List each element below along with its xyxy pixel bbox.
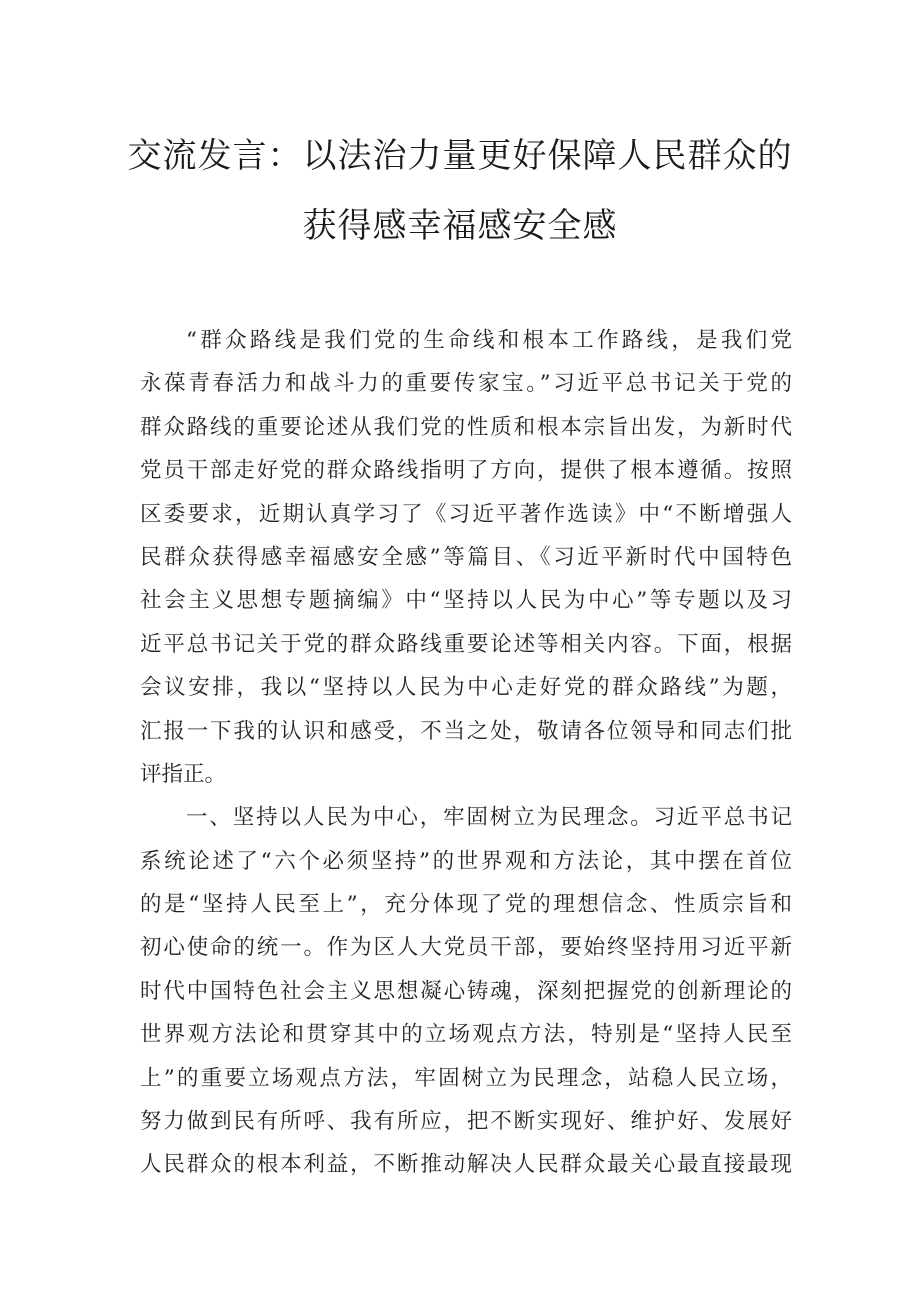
text-line: 人民群众的根本利益，不断推动解决人民群众最关心最直接最现	[140, 1152, 792, 1178]
text-line: 一、坚持以人民为中心，牢固树立为民理念。习近平总书记	[186, 805, 792, 831]
text-line: 的是“坚持人民至上”，充分体现了党的理想信念、性质宗旨和	[140, 892, 792, 918]
text-line: 努力做到民有所呼、我有所应，把不断实现好、维护好、发展好	[140, 1109, 792, 1135]
text-line: 评指正。	[140, 761, 227, 787]
paragraph-1	[140, 319, 792, 796]
text-line: 社会主义思想专题摘编》中“坚持以人民为中心”等专题以及习	[140, 588, 792, 614]
text-line: 会议安排，我以“坚持以人民为中心走好党的群众路线”为题，	[140, 675, 792, 701]
text-line: 初心使命的统一。作为区人大党员干部，要始终坚持用习近平新	[140, 935, 792, 961]
document-title-line-2: 获得感幸福感安全感	[302, 206, 618, 246]
text-line: 系统论述了“六个必须坚持”的世界观和方法论，其中摆在首位	[140, 848, 792, 874]
text-line: 时代中国特色社会主义思想凝心铸魂，深刻把握党的创新理论的	[140, 978, 792, 1004]
text-line: 近平总书记关于党的群众路线重要论述等相关内容。下面，根据	[140, 631, 792, 657]
paragraph-2	[140, 796, 792, 1187]
text-line: 区委要求，近期认真学习了《习近平著作选读》中“不断增强人	[140, 501, 792, 527]
text-line: 党员干部走好党的群众路线指明了方向，提供了根本遵循。按照	[140, 458, 792, 484]
text-line: 民群众获得感幸福感安全感”等篇目、《习近平新时代中国特色	[140, 544, 792, 570]
text-line: 汇报一下我的认识和感受，不当之处，敬请各位领导和同志们批	[140, 718, 792, 744]
text-line: 上”的重要立场观点方法，牢固树立为民理念，站稳人民立场，	[140, 1065, 792, 1091]
text-line: 永葆青春活力和战斗力的重要传家宝。”习近平总书记关于党的	[140, 371, 792, 397]
document-body	[140, 319, 792, 1187]
text-line: 群众路线的重要论述从我们党的性质和根本宗旨出发，为新时代	[140, 414, 792, 440]
text-line: 世界观方法论和贯穿其中的立场观点方法，特别是“坚持人民至	[140, 1022, 792, 1048]
text-line: “群众路线是我们党的生命线和根本工作路线，是我们党	[186, 328, 792, 353]
document-title-line-1: 交流发言：以法治力量更好保障人民群众的	[127, 136, 793, 176]
